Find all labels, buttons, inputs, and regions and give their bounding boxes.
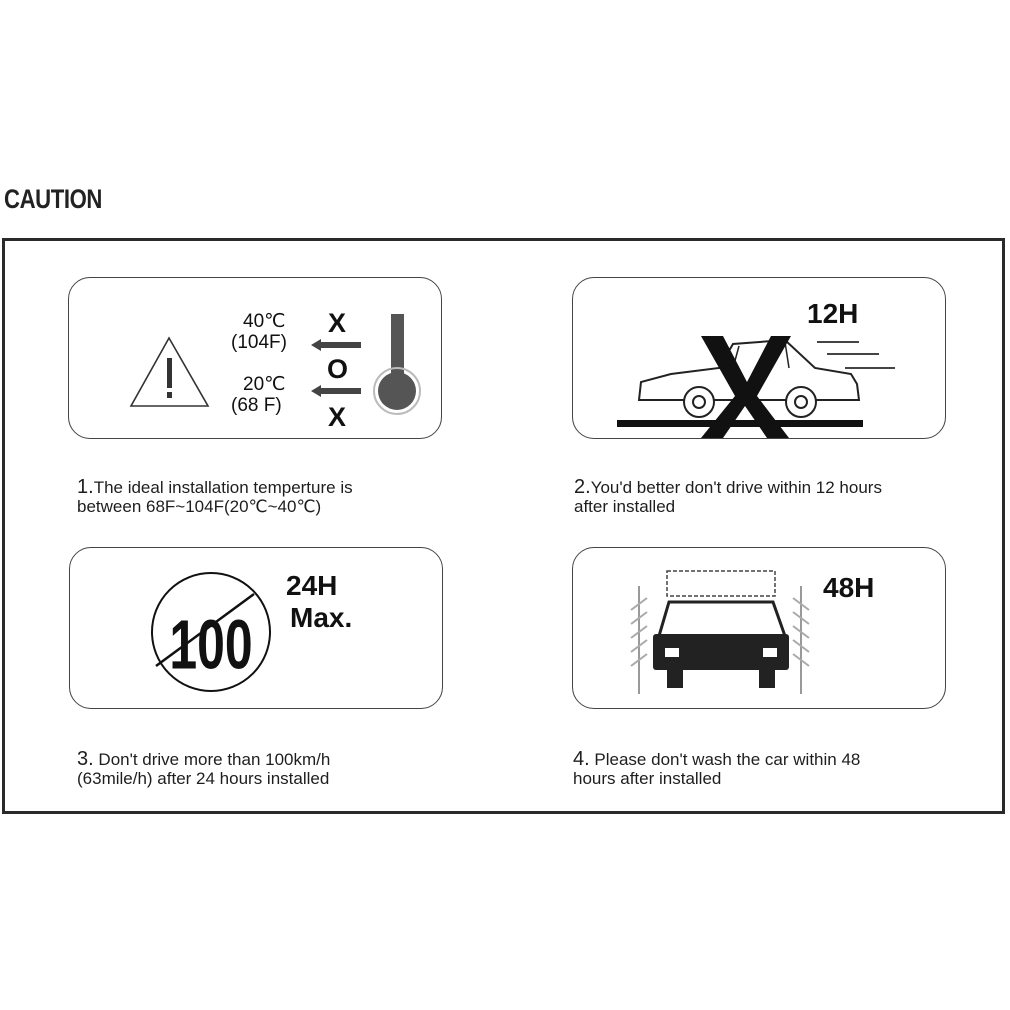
caption-2 [574, 459, 882, 516]
panel-temperature [68, 277, 442, 439]
hours-48h: 48H [823, 572, 875, 603]
cross-icon [573, 278, 945, 438]
car-wash-icon [573, 548, 945, 708]
caption-number: 2. [574, 476, 591, 498]
caption-text: You'd better don't drive within 12 hours after installed [574, 478, 882, 516]
caution-frame [2, 238, 1005, 814]
max-label: Max. [290, 602, 353, 633]
caption-text: Please don't wash the car within 48 hours after installed [573, 750, 861, 788]
caption-text: The ideal installation temperture is between 68F~104F(20℃~40℃) [77, 478, 353, 516]
mark-x-top: X [328, 308, 347, 338]
panel-no-wash [572, 547, 946, 709]
hours-24h: 24H [286, 570, 338, 601]
caption-1 [77, 459, 353, 516]
panel-speed-limit [69, 547, 443, 709]
temp-low-fahrenheit: (68 F) [231, 395, 282, 416]
page-title: CAUTION [4, 184, 102, 214]
speed-value: 100 [169, 605, 253, 684]
speed-limit-end-icon [70, 548, 442, 708]
mark-o-middle: O [327, 354, 349, 384]
temp-high-fahrenheit: (104F) [231, 332, 287, 353]
temp-high-celsius: 40℃ [243, 311, 286, 332]
panel-no-drive [572, 277, 946, 439]
caption-4 [573, 731, 860, 788]
caption-number: 1. [77, 476, 94, 498]
hours-12h: 12H [807, 298, 859, 329]
caption-number: 4. [573, 748, 590, 770]
caption-text: Don't drive more than 100km/h (63mile/h) after 24 hours installed [77, 750, 331, 788]
temp-low-celsius: 20℃ [243, 374, 286, 395]
caption-3 [77, 731, 330, 788]
mark-x-bottom: X [328, 402, 347, 432]
caption-number: 3. [77, 748, 94, 770]
